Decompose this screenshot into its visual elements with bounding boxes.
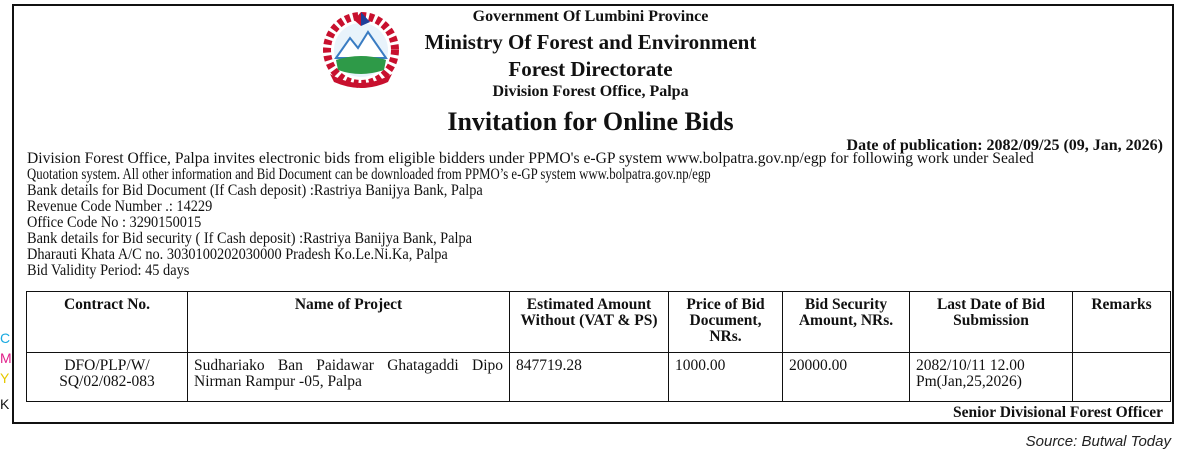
body-line: Bank details for Bid security ( If Cash deposit) :Rastriya Banijya Bank, Palpa <box>27 230 473 247</box>
body-line: Division Forest Office, Palpa invites electronic bids from eligible bidders under PPMO's e-GP system www.bolpatra.gov.np/egp for following work under Sealed <box>27 150 1034 167</box>
header-contract-no: Contract No. <box>27 292 188 353</box>
print-mark-c: C <box>0 330 11 346</box>
cell-estimated-amount: 847719.28 <box>510 353 669 402</box>
print-mark-k: K <box>0 396 10 412</box>
body-line: Revenue Code Number .: 14229 <box>27 198 213 215</box>
header-bid-document-price: Price of Bid Document, NRs. <box>669 292 783 353</box>
header-estimated-amount: Estimated Amount Without (VAT & PS) <box>510 292 669 353</box>
notice-body <box>27 151 1164 279</box>
table-row <box>27 353 1171 402</box>
government-heading: Government Of Lumbini Province <box>472 8 709 25</box>
body-line: Quotation system. All other information and Bid Document can be downloaded from PPMO’s e-GP system www.bolpatra.gov.np/egp <box>27 166 711 183</box>
cell-last-date: 2082/10/11 12.00 Pm(Jan,25,2026) <box>910 353 1073 402</box>
cell-bid-document-price: 1000.00 <box>669 353 783 402</box>
office-heading: Division Forest Office, Palpa <box>492 83 689 100</box>
body-line: Bid Validity Period: 45 days <box>27 262 190 279</box>
body-line: Dharauti Khata A/C no. 3030100202030000 Pradesh Ko.Le.Ni.Ka, Palpa <box>27 246 448 263</box>
body-line: Office Code No : 3290150015 <box>27 214 202 231</box>
ministry-heading: Ministry Of Forest and Environment <box>424 30 757 54</box>
cell-bid-security: 20000.00 <box>783 353 910 402</box>
header-bid-security: Bid Security Amount, NRs. <box>783 292 910 353</box>
publication-date: Date of publication: 2082/09/25 (09, Jan, 2026) <box>846 137 1163 154</box>
source-credit: Source: Butwal Today <box>1025 433 1171 450</box>
bids-table <box>26 291 1171 402</box>
print-mark-y: Y <box>0 370 10 386</box>
cell-project-name: Sudhariako Ban Paidawar Ghatagaddi Dipo Nirman Rampur -05, Palpa <box>188 353 510 402</box>
signatory: Senior Divisional Forest Officer <box>953 404 1163 421</box>
table-header-row <box>27 292 1171 353</box>
notice-title: Invitation for Online Bids <box>447 107 734 136</box>
header-project-name: Name of Project <box>188 292 510 353</box>
header-remarks: Remarks <box>1073 292 1171 353</box>
cell-contract-no: DFO/PLP/W/ SQ/02/082-083 <box>27 353 188 402</box>
print-mark-m: M <box>0 350 12 366</box>
directorate-heading: Forest Directorate <box>508 57 673 81</box>
body-line: Bank details for Bid Document (If Cash deposit) :Rastriya Banijya Bank, Palpa <box>27 182 483 199</box>
cell-remarks <box>1073 353 1171 402</box>
header-last-date: Last Date of Bid Submission <box>910 292 1073 353</box>
